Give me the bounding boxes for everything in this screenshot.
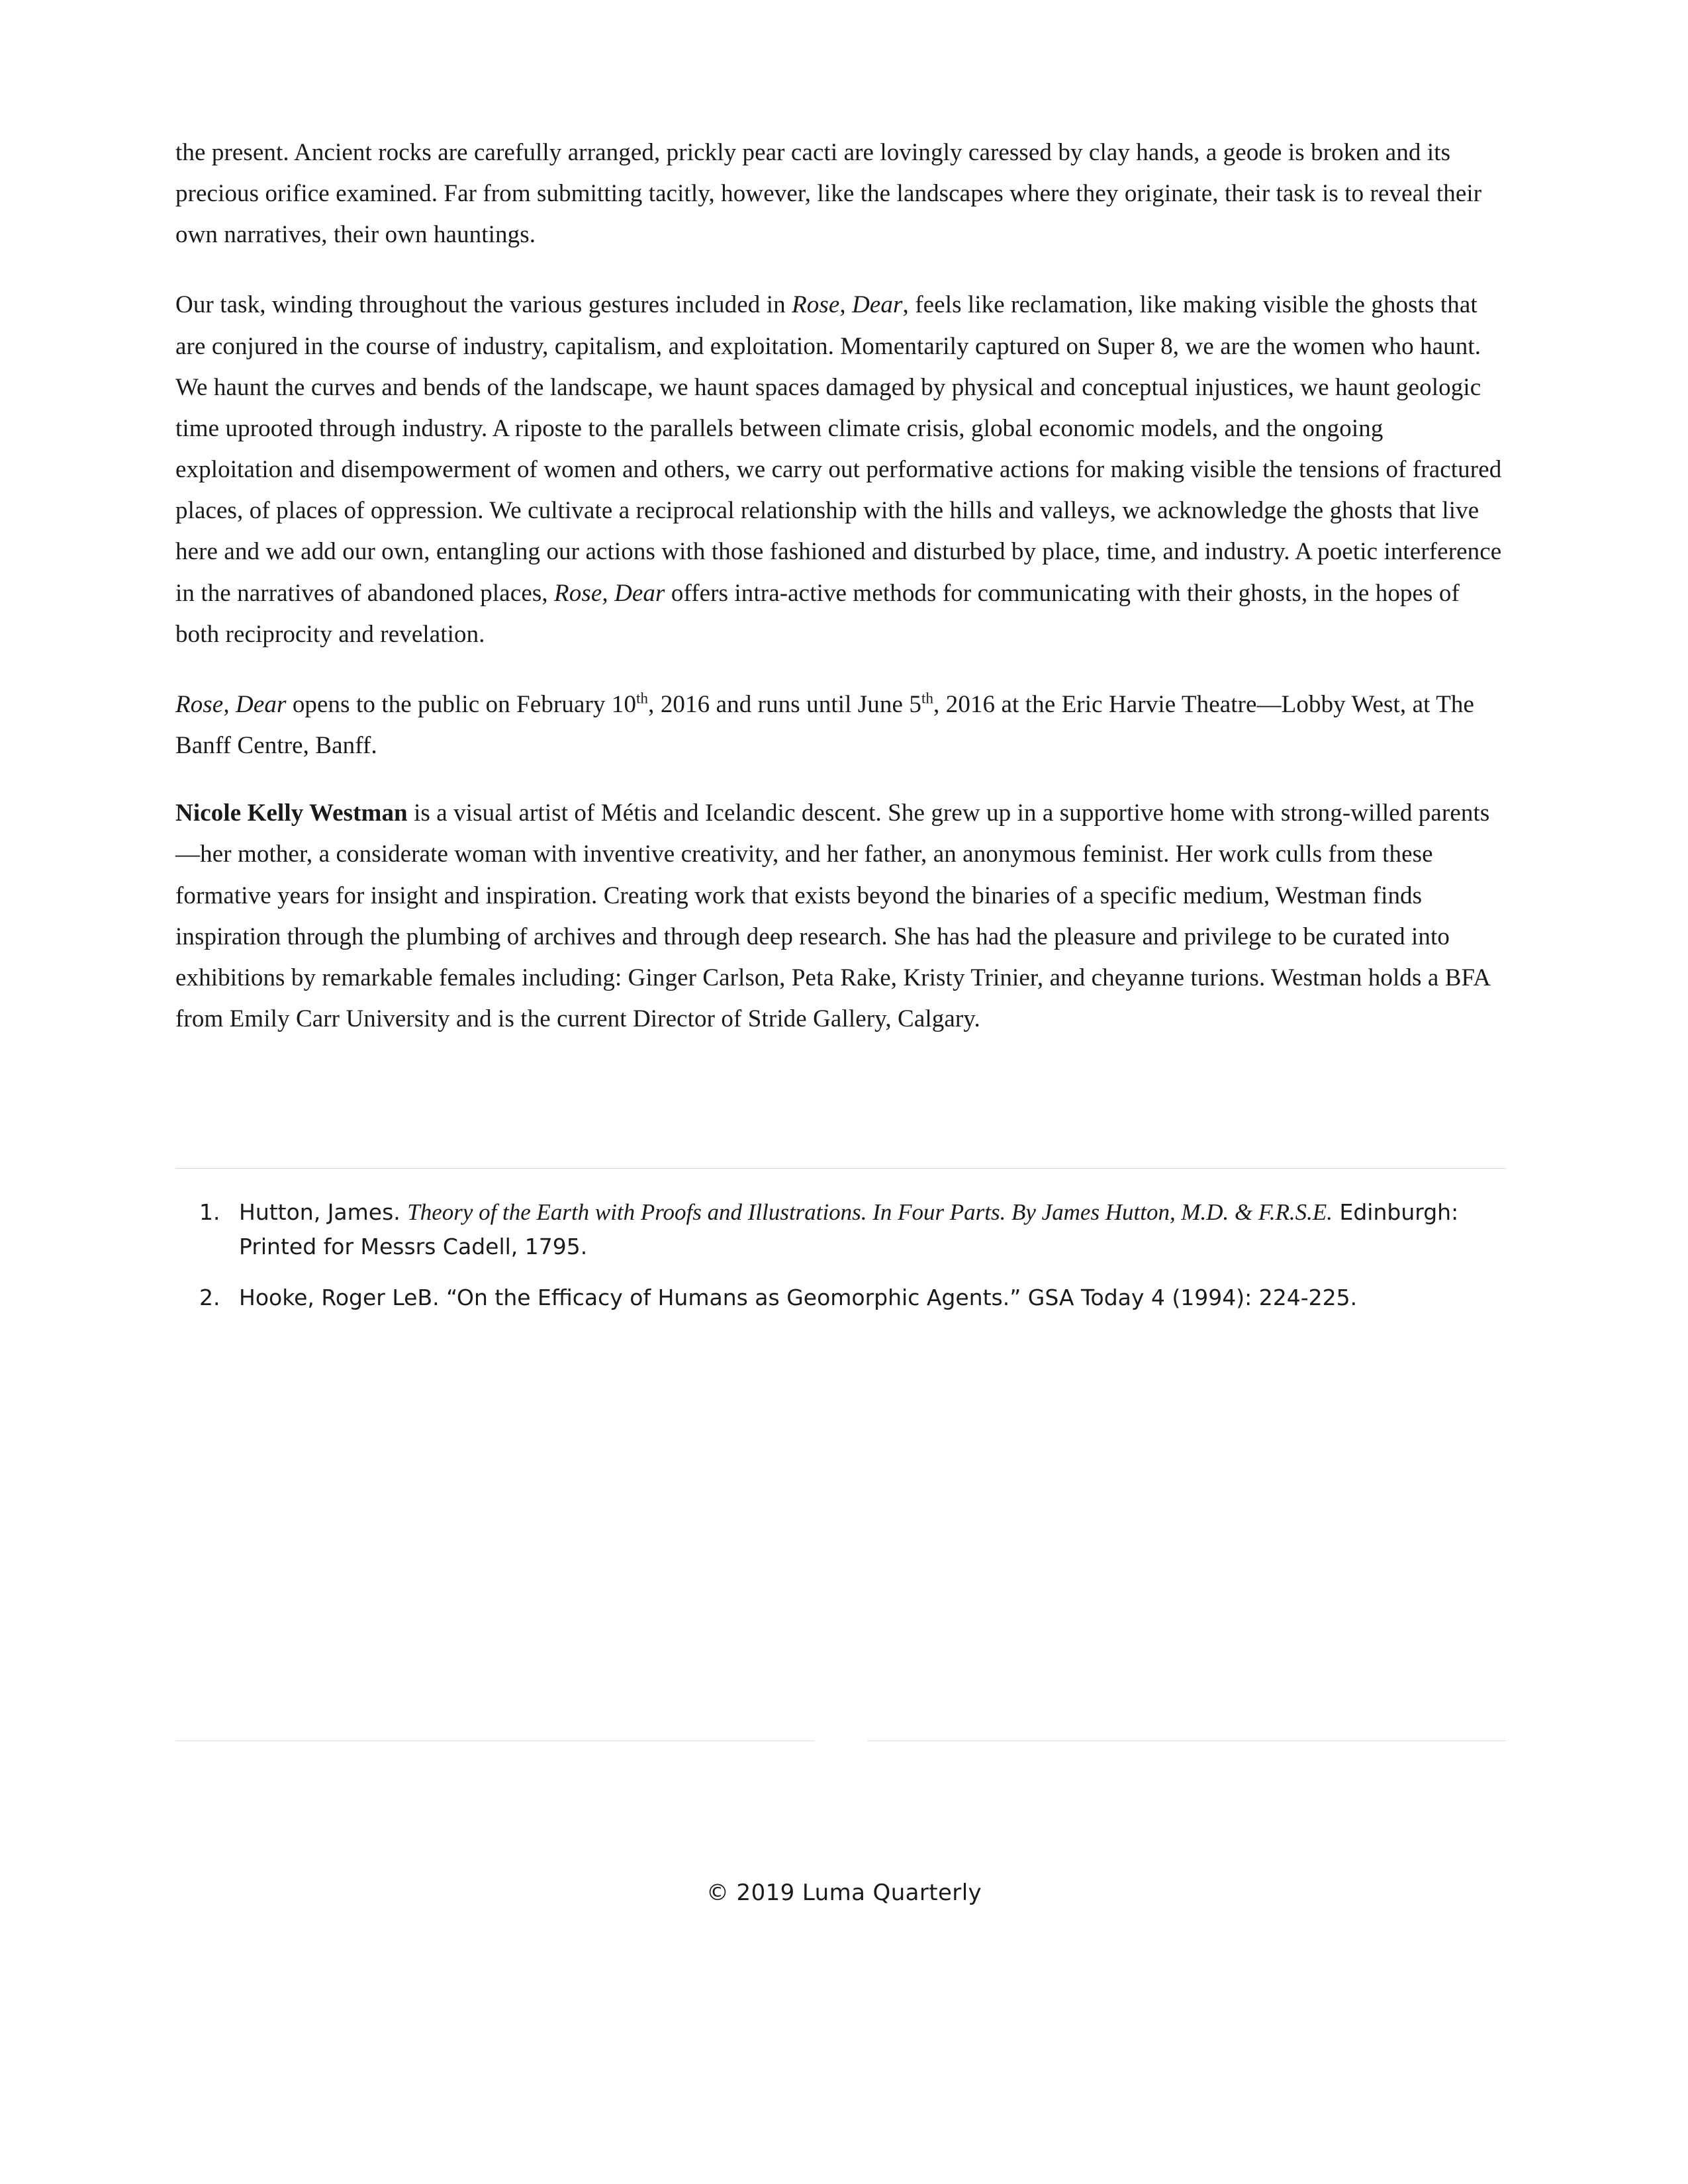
dates-segment-a: opens to the public on February 10 bbox=[286, 690, 637, 718]
paragraph-our-task bbox=[175, 285, 1506, 655]
work-title-rose-dear-3: Rose, Dear bbox=[175, 690, 287, 718]
article-body bbox=[175, 132, 1506, 1040]
dates-segment-b: , 2016 and runs until June 5 bbox=[648, 690, 921, 718]
endnotes-list bbox=[175, 1195, 1513, 1314]
list-item bbox=[227, 1281, 1513, 1314]
par2-middle: , feels like reclamation, like making visible the ghosts that are conjured in the course of industry, capitalism, and exploitation. Momentarily captured on Super 8, we are the women who haunt. We haunt the curves and bends of the landscape, we haunt spaces damaged by physical and conceptual injustices, we haunt geologic time uprooted through industry. A riposte to the parallels between climate crisis, global economic models, and the ongoing exploitation and disempowerment of women and others, we carry out performative actions for making visible the tensions of fractured places, of places of oppression. We cultivate a reciprocal relationship with the hills and valleys, we acknowledge the ghosts that live here and we add our own, entangling our actions with those fashioned and disturbed by place, time, and industry. A poetic interference in the narratives of abandoned places, bbox=[175, 291, 1502, 607]
copyright-notice: © 2019 Luma Quarterly bbox=[706, 1880, 982, 1906]
note-1-rest: Edinburgh: Printed for Messrs Cadell, 1795. bbox=[239, 1199, 1459, 1259]
dates-segment-c: , 2016 at the Eric Harvie Theatre—Lobby West, at The Banff Centre, Banff. bbox=[175, 690, 1475, 760]
paragraph-continuation: the present. Ancient rocks are carefully arranged, prickly pear cacti are lovingly caressed by clay hands, a geode is broken and its precious orifice examined. Far from submitting tacitly, however, like the landscapes where they originate, their task is to reveal their own narratives, their own hauntings. bbox=[175, 139, 1482, 249]
note-2-text: Hooke, Roger LeB. “On the Efficacy of Humans as Geomorphic Agents.” GSA Today 4 (1994): 224-225. bbox=[239, 1285, 1358, 1311]
work-title-rose-dear-2: Rose, Dear bbox=[554, 579, 665, 607]
paragraph-author-bio bbox=[175, 793, 1506, 1040]
note-1-title: Theory of the Earth with Proofs and Illustrations. In Four Parts. By James Hutton, M.D. & F.R.S.E. bbox=[407, 1199, 1333, 1226]
ordinal-suffix-th-2: th bbox=[921, 690, 934, 707]
par2-lead: Our task, winding throughout the various gestures included in bbox=[175, 291, 792, 319]
par2-tail: offers intra-active methods for communicating with their ghosts, in the hopes of both reciprocity and revelation. bbox=[175, 579, 1460, 648]
ordinal-suffix-th-1: th bbox=[636, 690, 649, 707]
note-1-author: Hutton, James. bbox=[239, 1199, 408, 1226]
paragraph-exhibition-dates bbox=[175, 684, 1506, 766]
work-title-rose-dear-1: Rose, Dear bbox=[792, 291, 903, 319]
author-name: Nicole Kelly Westman bbox=[175, 799, 408, 827]
section-spacer bbox=[175, 1069, 1513, 1168]
list-item bbox=[227, 1195, 1513, 1263]
notes-divider bbox=[175, 1168, 1506, 1169]
author-bio-text: is a visual artist of Métis and Icelandic descent. She grew up in a supportive home with strong-willed parents—her mother, a considerate woman with inventive creativity, and her father, an anonymous feminist. Her work culls from these formative years for insight and inspiration. Creating work that exists beyond the binaries of a specific medium, Westman finds inspiration through the plumbing of archives and through deep research. She has had the pleasure and privilege to be curated into exhibitions by remarkable females including: Ginger Carlson, Peta Rake, Kristy Trinier, and cheyanne turions. Westman holds a BFA from Emily Carr University and is the current Director of Stride Gallery, Calgary. bbox=[175, 799, 1490, 1032]
